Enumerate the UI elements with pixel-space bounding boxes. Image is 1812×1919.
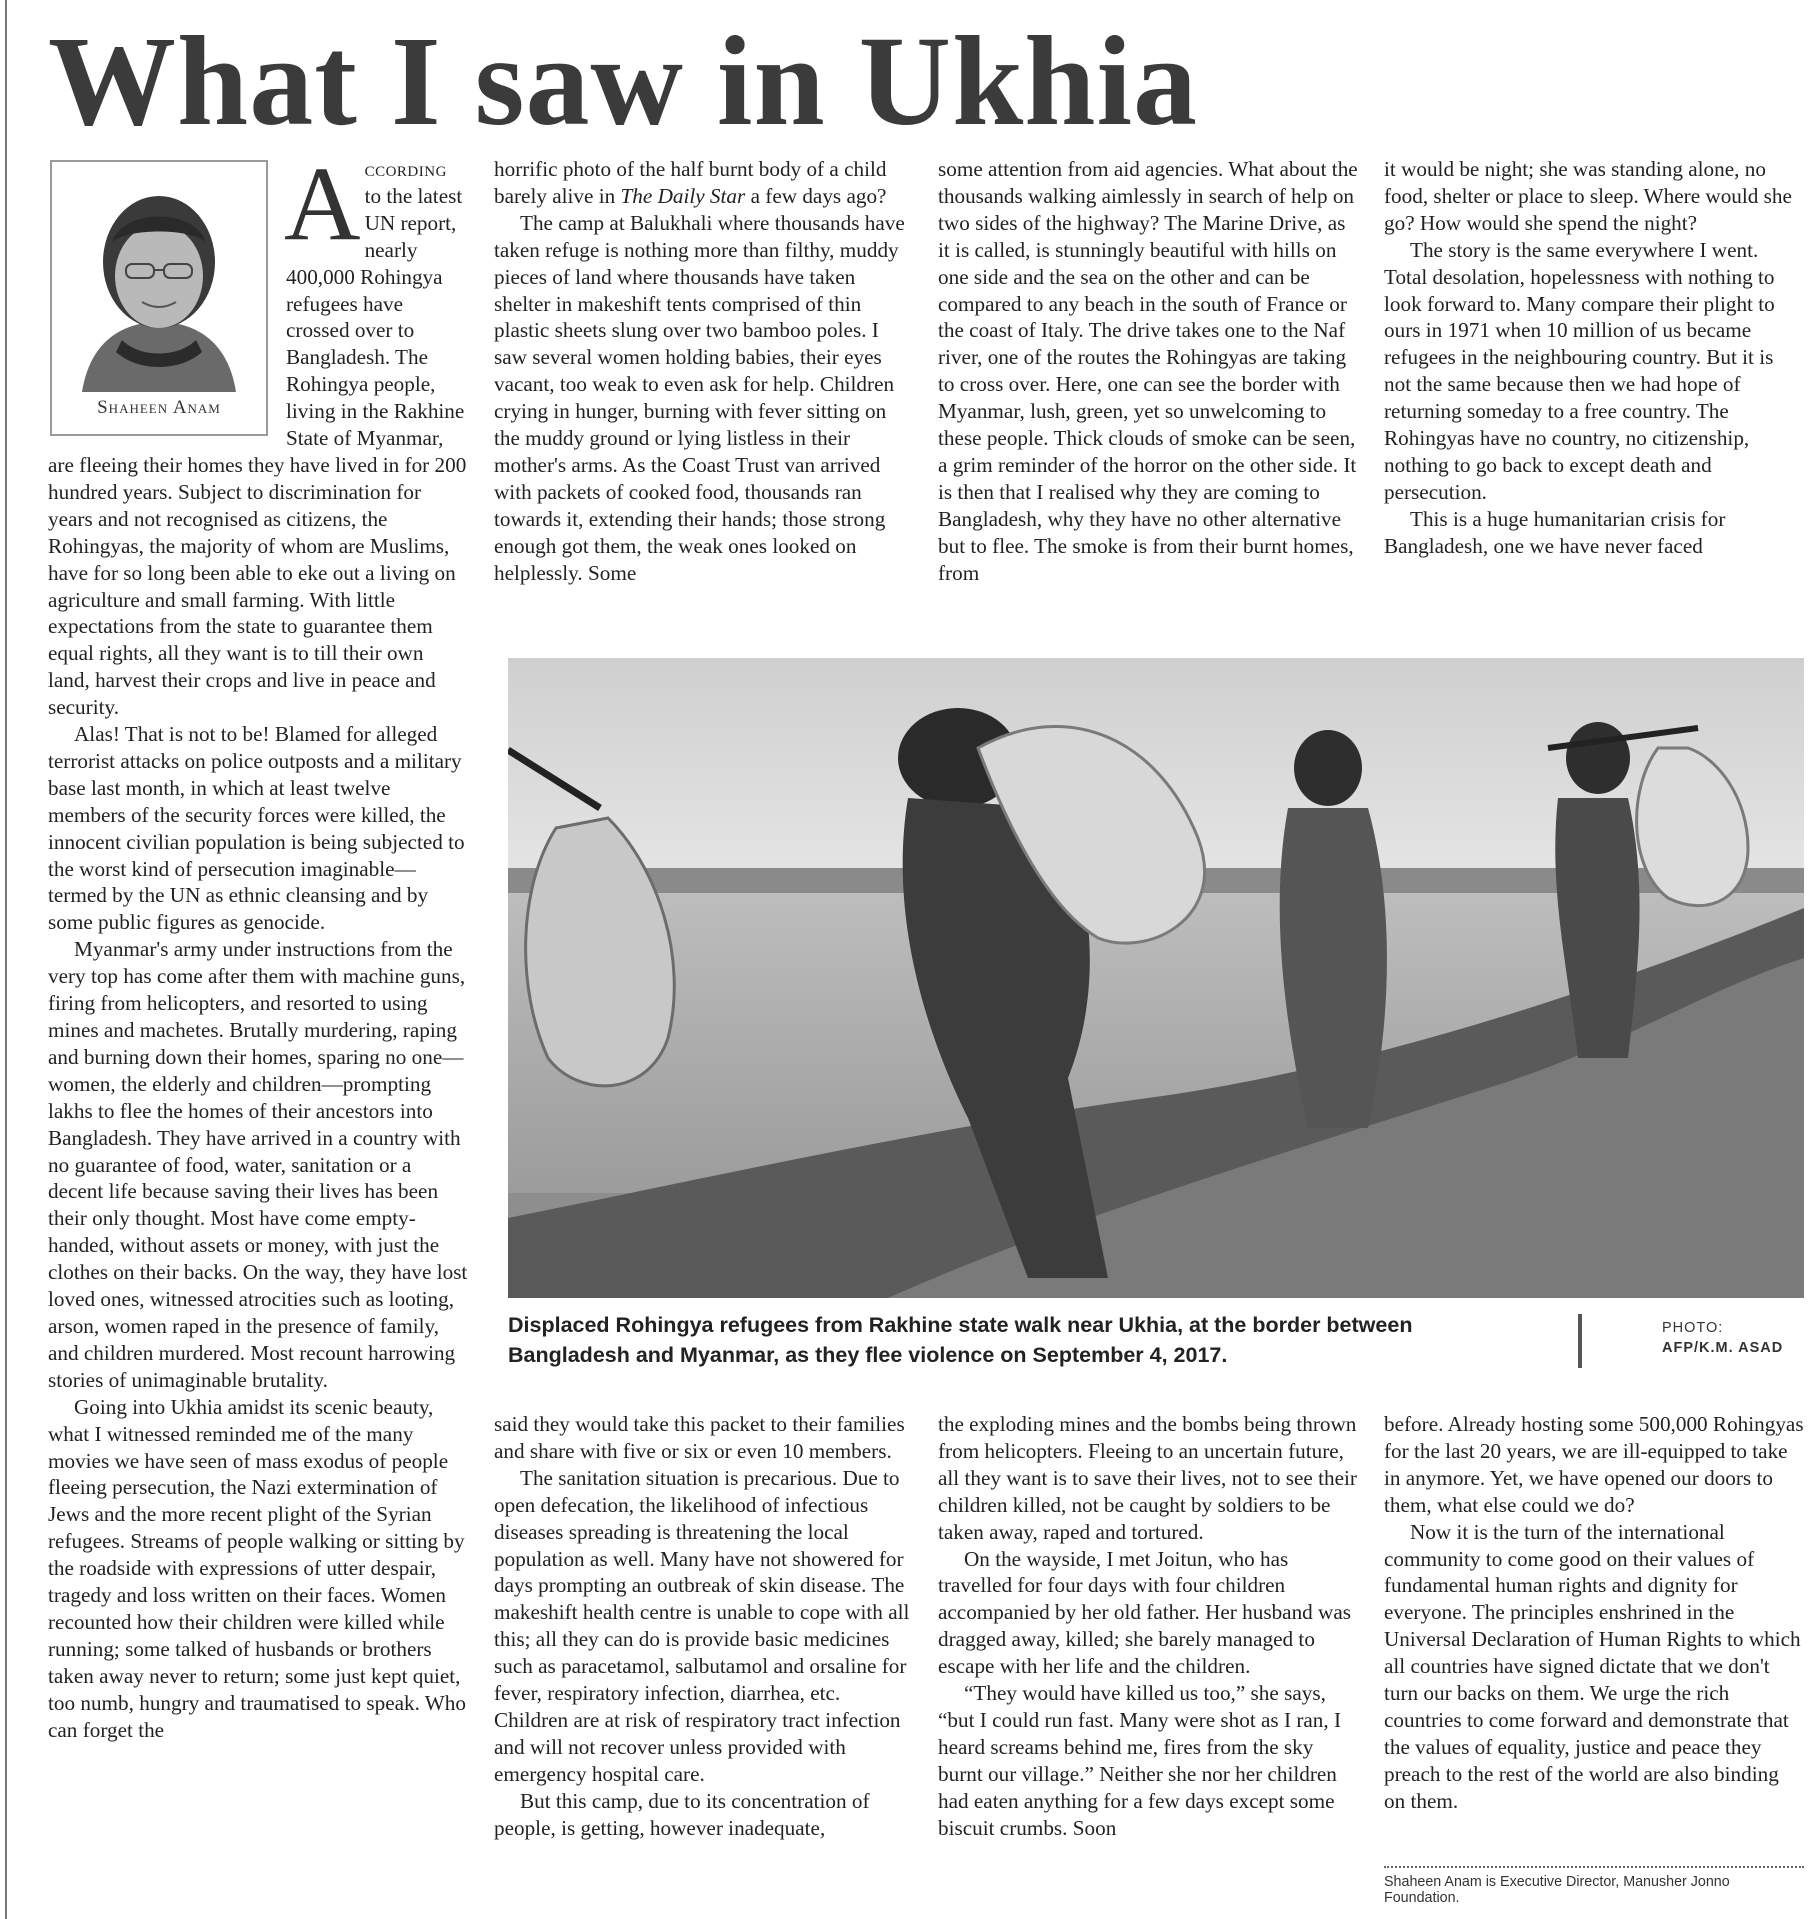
paragraph: the exploding mines and the bombs being thrown from helicopters. Fleeing to an uncertain future, all they want is to save their lives, not to see their children killed, not be caught by soldiers to be taken away, raped and tortured. — [938, 1412, 1357, 1544]
column-1 — [48, 145, 468, 1743]
caption-divider — [1578, 1314, 1582, 1368]
lead-smallcaps: ccording — [364, 157, 447, 181]
paragraph: Alas! That is not to be! Blamed for alleged terrorist attacks on police outposts and a military base last month, in which at least twelve members of the security forces were killed, the innocent civilian population is being subjected to the worst kind of persecution imaginable—termed by the UN as ethnic cleansing and by some public figures as genocide. — [48, 722, 465, 935]
author-portrait — [62, 172, 256, 392]
paragraph: Now it is the turn of the international community to come good on their values of fundamental human rights and dignity for everyone. The principles enshrined in the Universal Declaration of Human Rights to which all countries have signed dictate that we don't turn our backs on them. We urge the rich countries to come forward and demonstrate that the values of equality, justice and peace they preach to the rest of the world are also binding on them. — [1384, 1519, 1801, 1813]
photo-credit-label: PHOTO: — [1662, 1320, 1724, 1336]
paragraph: Going into Ukhia amidst its scenic beauty, what I witnessed reminded me of the many movies we have seen of mass exodus of people fleeing persecution, the Nazi extermination of Jews and the more recent plight of the Syrian refugees. Streams of people walking or sitting by the roadside with expressions of utter despair, tragedy and loss written on their faces. Women recounted how their children were killed while running; some talked of husbands or brothers taken away never to return; some just kept quiet, too numb, hungry and traumatised to speak. Who can forget the — [48, 1394, 466, 1742]
paragraph: Myanmar's army under instructions from the very top has come after them with machine guns, firing from helicopters, and resorted to using mines and machetes. Brutally murdering, raping and burning down their homes, sparing no one—women, the elderly and children—prompting lakhs to flee the homes of their ancestors into Bangladesh. They have arrived in a country with no guarantee of food, water, sanitation or a decent life because saving their lives has been their only thought. Most have come empty-handed, without assets or money, with just the clothes on their backs. On the way, they have lost loved ones, witnessed atrocities such as looting, arson, women raped in the presence of family, and children murdered. Most recount harrowing stories of unimaginable brutality. — [48, 937, 468, 1392]
column-3-top — [938, 156, 1358, 587]
paragraph: The story is the same everywhere I went. Total desolation, hopelessness with nothing to look forward to. Many compare their plight to ours in 1971 when 10 million of us became refugees in the neighbouring country. But it is not the same because then we had hope of returning someday to a free country. The Rohingyas have no country, no citizenship, nothing to go back to except death and persecution. — [1384, 237, 1775, 504]
column-4-bottom — [1384, 1411, 1804, 1815]
column-4-top — [1384, 156, 1804, 560]
column-2-top — [494, 156, 914, 587]
author-byline — [50, 160, 268, 436]
paragraph: it would be night; she was standing alone, no food, shelter or place to sleep. Where would she go? How would she spend the night? — [1384, 157, 1792, 235]
headline: What I saw in Ukhia — [48, 10, 1198, 152]
paragraph-text: horrific photo of the half burnt body of a child barely alive in — [494, 157, 887, 208]
photo-caption: Displaced Rohingya refugees from Rakhine state walk near Ukhia, at the border between Bangladesh and Myanmar, as they flee violence on September 4, 2017. — [508, 1313, 1413, 1367]
photo-illustration — [508, 658, 1804, 1298]
left-column-rule — [5, 0, 7, 1919]
paragraph: said they would take this packet to their families and share with five or six or even 10 members. — [494, 1412, 905, 1463]
column-3-bottom — [938, 1411, 1358, 1842]
paragraph-text: a few days ago? — [745, 183, 887, 208]
author-footnote: Shaheen Anam is Executive Director, Manusher Jonno Foundation. — [1384, 1866, 1804, 1906]
paragraph: The sanitation situation is precarious. Due to open defecation, the likelihood of infectious diseases spreading is threatening the local population as well. Many have not showered for days prompting an outbreak of skin disease. The makeshift health centre is unable to cope with all this; all they can do is provide basic medicines such as paracetamol, salbutamol and orsaline for fever, respiratory infection, diarrhea, etc. Children are at risk of respiratory tract infection and will not recover unless provided with emergency hospital care. — [494, 1465, 910, 1786]
paragraph: This is a huge humanitarian crisis for Bangladesh, one we have never faced — [1384, 506, 1726, 558]
paragraph: before. Already hosting some 500,000 Rohingyas for the last 20 years, we are ill-equipped to take in anymore. Yet, we have opened our doors to them, what else could we do? — [1384, 1412, 1804, 1517]
paragraph: But this camp, due to its concentration of people, is getting, however inadequate, — [494, 1788, 870, 1840]
paragraph: some attention from aid agencies. What about the thousands walking aimlessly in search of help on two sides of the highway? The Marine Drive, as it is called, is stunningly beautiful with hills on one side and the sea on the other and can be compared to any beach in the south of France or the coast of Italy. The drive takes one to the Naf river, one of the routes the Rohingyas are taking to cross over. Here, one can see the border with Myanmar, lush, green, yet so unwelcoming to these people. Thick clouds of smoke can be seen, a grim reminder of the horror on the other side. It is then that I realised why they are coming to Bangladesh, why they have no other alternative but to flee. The smoke is from their burnt homes, from — [938, 157, 1358, 585]
column-2-bottom — [494, 1411, 914, 1842]
lead-text: to the latest UN report, nearly 400,000 Rohingya refugees have crossed over to Bangladesh. The Rohingya people, living in the Rakhine State of Myanmar, are fleeing their homes they have lived in for 200 hundred years. Subject to discrimination for years and not recognised as citizens, the Rohingyas, the majority of whom are Muslims, have for so long been able to eke out a living on agriculture and small farming. With little expectations from the state to guarantee them equal rights, all they want is to till their own land, harvest their crops and live in peace and security. — [48, 183, 467, 720]
author-name: Shaheen Anam — [97, 397, 221, 419]
newspaper-name: The Daily Star — [620, 183, 746, 208]
drop-cap: A — [284, 145, 361, 262]
photo-credit — [1662, 1318, 1812, 1358]
photo-credit-source: AFP/K.M. ASAD — [1662, 1340, 1784, 1356]
paragraph: The camp at Balukhali where thousands have taken refuge is nothing more than filthy, muddy pieces of land where thousands have taken shelter in makeshift tents comprised of thin plastic sheets slung over two bamboo poles. I saw several women holding babies, their eyes vacant, too weak to even ask for help. Children crying in hunger, burning with fever sitting on the muddy ground or lying listless in their mother's arms. As the Coast Trust van arrived with packets of cooked food, thousands ran towards it, extending their hands; those strong enough got them, the weak ones looked on helplessly. Some — [494, 210, 905, 585]
paragraph — [494, 156, 914, 210]
paragraph: “They would have killed us too,” she says, “but I could run fast. Many were shot as I ran, I heard screams behind me, fires from the sky burnt our village.” Neither she nor her children had eaten anything for a few days except some biscuit crumbs. Soon — [938, 1681, 1342, 1840]
refugee-photo — [508, 658, 1804, 1298]
paragraph: On the wayside, I met Joitun, who has travelled for four days with four children accompanied by her old father. Her husband was dragged away, killed; she barely managed to escape with her life and the children. — [938, 1546, 1352, 1679]
